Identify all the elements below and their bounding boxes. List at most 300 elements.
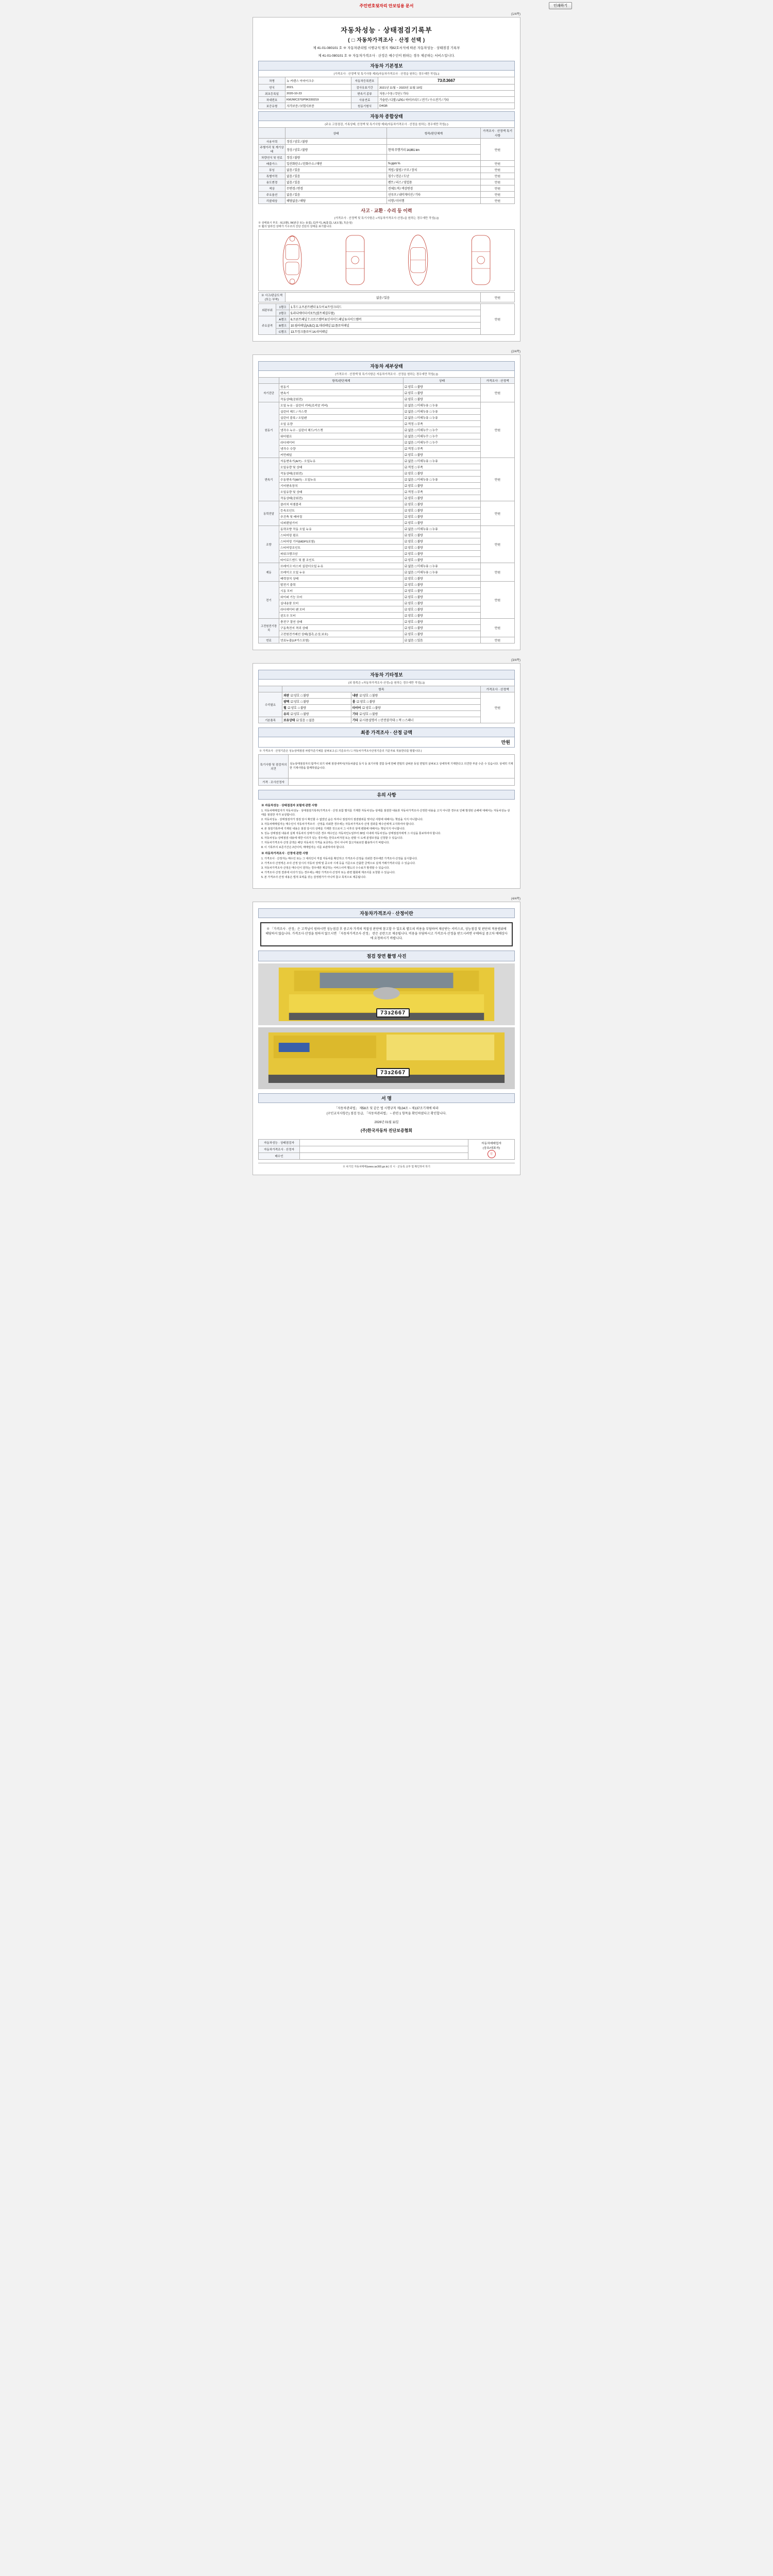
detail-item-state[interactable] bbox=[404, 495, 481, 501]
checkbox-option[interactable]: □ 누유 bbox=[429, 411, 438, 414]
price-note-cell[interactable]: 만원 bbox=[481, 198, 515, 204]
section-detail-note: (가격조사 · 산정액 및 특기사항은 자동차가격조사 · 산정을 원하는 경우에만 작성(□)) bbox=[258, 371, 515, 377]
accident-footer-state[interactable]: 없음 / 있음 bbox=[285, 293, 481, 302]
etc-right-item[interactable]: 룸 ☑ 양호 □ 불량 bbox=[351, 699, 480, 705]
checkbox-option[interactable]: ☑ 양호 bbox=[288, 707, 297, 710]
top-bar bbox=[0, 0, 773, 11]
price-note-cell[interactable]: 만원 bbox=[481, 179, 515, 185]
detail-item-name: 오일유량 및 상태 bbox=[279, 464, 404, 470]
checkbox-option[interactable]: ☑ 양호 bbox=[405, 608, 414, 612]
price-note-cell[interactable]: 만원 bbox=[481, 161, 515, 167]
detail-item-state[interactable] bbox=[404, 526, 481, 532]
detail-group-label: 전기 bbox=[259, 582, 279, 619]
detail-item-state[interactable] bbox=[404, 427, 481, 433]
checkbox-option[interactable]: □ 불량 bbox=[414, 621, 423, 624]
detail-item-state[interactable] bbox=[404, 489, 481, 495]
accident-footer-table bbox=[258, 292, 515, 302]
table-row bbox=[259, 402, 515, 409]
checkbox-option[interactable]: □ 불량 bbox=[414, 596, 423, 599]
row-name: 리콜대상 bbox=[259, 198, 285, 204]
checkbox-option[interactable]: □ 불량 bbox=[414, 608, 423, 612]
rank-items[interactable]: 6.프론트패널 7.크로스멤버 8.인사이드패널 9.사이드멤버 bbox=[290, 316, 481, 323]
detail-item-state[interactable] bbox=[404, 625, 481, 631]
detail-item-name: 작동상태(공회전) bbox=[279, 495, 404, 501]
detail-item-state[interactable] bbox=[404, 446, 481, 452]
table-row bbox=[259, 551, 515, 557]
table-row bbox=[259, 717, 515, 723]
checkbox-option[interactable]: □ 미세누수 bbox=[414, 429, 429, 432]
checkbox-option[interactable]: ☑ 없음 bbox=[405, 528, 414, 531]
checkbox-option[interactable]: □ 미세누유 bbox=[414, 404, 429, 408]
rank-items[interactable]: 10.필러패널(A,B,C) 11.대쉬패널 12.플로어패널 bbox=[290, 323, 481, 329]
checkbox-option[interactable]: □ 불량 bbox=[414, 547, 423, 550]
detail-item-name: 추진축 및 베어링 bbox=[279, 514, 404, 520]
detail-item-state[interactable] bbox=[404, 514, 481, 520]
detail-item-state[interactable] bbox=[404, 637, 481, 643]
row-detail[interactable]: 선루프 / 내비게이션 / 기타 bbox=[386, 192, 480, 198]
checkbox-option[interactable]: □ 불량 bbox=[414, 497, 423, 500]
rank-items[interactable]: 13.트렁크플로어 14.리어패널 bbox=[290, 329, 481, 335]
checkbox-option[interactable]: ☑ 없음 bbox=[405, 639, 414, 642]
accident-price-note[interactable]: 만원 bbox=[481, 293, 515, 302]
etc-price-note[interactable]: 만원 bbox=[481, 692, 515, 723]
col-group bbox=[259, 686, 282, 692]
detail-item-state[interactable] bbox=[404, 470, 481, 477]
checkbox-option[interactable]: □ 미세누유 bbox=[414, 565, 429, 568]
checkbox-option[interactable]: □ 미세누유 bbox=[414, 528, 429, 531]
detail-price-note[interactable]: 만원 bbox=[481, 526, 515, 563]
checkbox-option[interactable]: □ 불량 bbox=[300, 694, 309, 698]
table-row bbox=[259, 384, 515, 390]
page-label-1: (1/4쪽) bbox=[511, 13, 520, 16]
detail-item-state[interactable] bbox=[404, 477, 481, 483]
detail-item-state[interactable] bbox=[404, 396, 481, 402]
etc-right-item[interactable]: 타이어 ☑ 양호 □ 불량 bbox=[351, 705, 480, 711]
detail-item-name: 냉각수 수량 bbox=[279, 446, 404, 452]
checkbox-option[interactable]: □ 부족 bbox=[414, 423, 423, 426]
row-state[interactable]: 무변경 / 변경 bbox=[285, 185, 387, 192]
checkbox-option[interactable]: □ 불량 bbox=[414, 522, 423, 525]
checkbox-option[interactable]: □ 불량 bbox=[414, 615, 423, 618]
detail-price-note[interactable]: 만원 bbox=[481, 384, 515, 402]
checkbox-option[interactable]: ☑ 없음 bbox=[405, 460, 414, 463]
car-diagram-area[interactable] bbox=[258, 229, 515, 291]
checkbox-option[interactable]: □ 잭 bbox=[396, 719, 401, 722]
detail-item-state[interactable] bbox=[404, 600, 481, 606]
sheet-page-1 bbox=[253, 17, 520, 342]
row-detail[interactable]: 전체도색 / 색상변경 bbox=[386, 185, 480, 192]
checkbox-option[interactable]: ☑ 양호 bbox=[405, 522, 414, 525]
photo-rear bbox=[258, 1027, 515, 1089]
engine-type-value: D4GB bbox=[378, 103, 515, 109]
checkbox-option[interactable]: ☑ 양호 bbox=[405, 590, 414, 593]
detail-item-state[interactable] bbox=[404, 384, 481, 390]
detail-item-state[interactable] bbox=[404, 582, 481, 588]
table-row bbox=[259, 606, 515, 613]
detail-price-note[interactable]: 만원 bbox=[481, 501, 515, 526]
checkbox-option[interactable]: ☑ 양호 bbox=[405, 454, 414, 457]
remark-value[interactable]: 성능상태점검자의 합격이 되기 위해 점검내역서(자동차출입 등지 등 표기사항 결함 등에 한해 면밀히 살펴본 동일 면밀히 살펴보고 상세하게 기재한다고 의견한 부분 수준 수 있습니다. 상세히 기재한 기재사항을 함께하였습니다. bbox=[289, 755, 515, 778]
assessor-value[interactable] bbox=[289, 778, 515, 786]
checkbox-option[interactable]: ☑ 양호 bbox=[405, 578, 414, 581]
checkbox-option[interactable]: □ 불량 bbox=[366, 701, 375, 704]
detail-price-note[interactable]: 만원 bbox=[481, 563, 515, 582]
notice-item: 5. 성능·상태점검 내용과 실제 자동차의 상태가 다른 경우 매수인은 자동차인도일부터 30일 이내에 자동차성능·상태점검자에게 그 사실을 통보하여야 합니다. bbox=[261, 832, 441, 835]
detail-item-name: 스티어링 펌프 bbox=[279, 532, 404, 538]
price-note-cell[interactable]: 만원 bbox=[481, 173, 515, 179]
etc-right-item[interactable]: 기타 ☑ 양호 □ 불량 bbox=[351, 711, 480, 717]
detail-item-state[interactable] bbox=[404, 458, 481, 464]
detail-item-name: 디퍼렌셜기어 bbox=[279, 520, 404, 526]
row-state[interactable]: 없음 / 있음 bbox=[285, 179, 387, 185]
checkbox-option[interactable]: ☑ 없음 bbox=[405, 404, 414, 408]
etc-left-item[interactable]: 휠 ☑ 양호 □ 불량 bbox=[282, 705, 351, 711]
notice-item: 1. 자동차매매업자가 자동차성능 · 상태점검기록부(가격조사 · 산정 포함 별지를 기재한 자동차성능·상태를 점검한 내용과 자동차가격조사·산정한 내용을 고지 아니한 경우로 인해 발생된 손해에 대해서는 자동차성능·상태를 점검한 자가 보상합니다. bbox=[261, 809, 510, 817]
checkbox-option[interactable]: ☑ 양호 bbox=[405, 615, 414, 618]
checkbox-option[interactable]: ☑ 양호 bbox=[405, 472, 414, 476]
sig-row-value[interactable] bbox=[300, 1153, 468, 1160]
checkbox-option[interactable]: □ 누유 bbox=[429, 479, 438, 482]
table-row bbox=[259, 532, 515, 538]
detail-item-name: 구동축전지 격리 상태 bbox=[279, 625, 404, 631]
parts-group-label: 외판부위 bbox=[259, 304, 276, 316]
row-detail[interactable]: 적법 / 불법 / 구조 / 장치 bbox=[386, 167, 480, 173]
checkbox-option[interactable]: □ 없음 bbox=[306, 719, 315, 722]
checkbox-option[interactable]: ☑ 양호 bbox=[405, 540, 414, 544]
rank-items[interactable]: 5.라디에이터서포트(볼트체결부품) bbox=[290, 310, 481, 316]
table-row bbox=[259, 625, 515, 631]
checkbox-option[interactable]: ☑ 양호 bbox=[405, 386, 414, 389]
detail-item-state[interactable] bbox=[404, 538, 481, 545]
checkbox-option[interactable]: □ 불량 bbox=[369, 694, 378, 698]
row-state[interactable]: 없음 / 있음 bbox=[285, 167, 387, 173]
checkbox-option[interactable]: ☑ 양호 bbox=[405, 633, 414, 636]
checkbox-option[interactable]: ☑ 양호 bbox=[405, 596, 414, 599]
row-state[interactable]: 정상 / 양호 / 불량 bbox=[285, 139, 387, 145]
detail-item-name: 배력장치 상태 bbox=[279, 575, 404, 582]
row-state[interactable]: 없음 / 있음 bbox=[285, 173, 387, 179]
checkbox-option[interactable]: □ 불량 bbox=[414, 602, 423, 605]
row-state[interactable]: 정상 / 양호 / 불량 bbox=[285, 145, 387, 155]
table-row bbox=[259, 452, 515, 458]
checkbox-option[interactable]: ☑ 양호 bbox=[359, 694, 368, 698]
checkbox-option[interactable]: □ 불량 bbox=[300, 701, 309, 704]
detail-item-state[interactable] bbox=[404, 545, 481, 551]
row-state[interactable]: 정상 / 불량 bbox=[285, 155, 387, 161]
detail-item-state[interactable] bbox=[404, 415, 481, 421]
price-note-cell[interactable]: 만원 bbox=[481, 139, 515, 161]
detail-item-state[interactable] bbox=[404, 421, 481, 427]
checkbox-option[interactable]: ☑ 없음 bbox=[405, 429, 414, 432]
checkbox-option[interactable]: □ 불량 bbox=[414, 472, 423, 476]
checkbox-option[interactable]: ☑ 양호 bbox=[405, 398, 414, 401]
print-button[interactable]: 인쇄하기 bbox=[549, 2, 572, 9]
document-subtitle: ( □ 자동차가격조사 · 산정 선택 ) bbox=[348, 38, 425, 43]
overall-state-table bbox=[258, 127, 515, 204]
checkbox-option[interactable]: □ 불량 bbox=[414, 559, 423, 562]
checkbox-option[interactable]: □ 누유 bbox=[429, 571, 438, 574]
checkbox-option[interactable]: ☑ 없음 bbox=[405, 435, 414, 438]
checkbox-option[interactable]: □ 미세누유 bbox=[414, 479, 429, 482]
table-row bbox=[259, 699, 515, 705]
col-price-note: 가격조사 · 산정액 특기사항 bbox=[481, 128, 515, 139]
row-state[interactable]: 해당없음 / 해당 bbox=[285, 198, 387, 204]
checkbox-option[interactable]: □ 누유 bbox=[429, 528, 438, 531]
checkbox-option[interactable]: ☑ 양호 bbox=[362, 707, 372, 710]
detail-item-state[interactable] bbox=[404, 464, 481, 470]
plate-number-rear: 73з2667 bbox=[376, 1068, 410, 1077]
checkbox-option[interactable]: ☑ 양호 bbox=[405, 559, 414, 562]
etc-right-item[interactable]: 내판 ☑ 양호 □ 불량 bbox=[351, 692, 480, 699]
checkbox-option[interactable]: ☑ 없음 bbox=[405, 411, 414, 414]
checkbox-option[interactable]: □ 불량 bbox=[300, 713, 309, 716]
notice-title: 유의 사항 bbox=[258, 790, 515, 800]
checkbox-option[interactable]: □ 누수 bbox=[429, 435, 438, 438]
checkbox-option[interactable]: □ 불량 bbox=[298, 707, 306, 710]
caution-body: ※ 「가격조사 · 산정」은 고객님이 원하시면 성능점검 후 중고차 가격의 적절성 판단에 참고할 수 있도록 별도의 비용을 부담하여 제공받는 서비스로, 성능점검 및 판단의 적용범위에 해당하지 않습니다. 가격조사·산정을 원하지 않으시면 「자동차가격조사·산정」 란은 공란으로 제공됩니다. 비용을 부담하시고 가격조사·산정을 받으시려면 구매하실 중고차 매매상사에 요청하시기 바랍니다. bbox=[260, 922, 513, 946]
checkbox-option[interactable]: ☑ 사용설명서 bbox=[359, 719, 377, 722]
checkbox-option[interactable]: ☑ 있음 bbox=[296, 719, 306, 722]
section-accident-note: (가격조사 · 산정액 및 특기사항은 «자동차가격조사·산정»을 원하는 경우에만 작성(□)) bbox=[334, 217, 439, 220]
detail-item-state[interactable] bbox=[404, 507, 481, 514]
detail-item-state[interactable] bbox=[404, 390, 481, 396]
detail-item-state[interactable] bbox=[404, 483, 481, 489]
etc-left-item[interactable]: 외판 ☑ 양호 □ 불량 bbox=[282, 692, 351, 699]
checkbox-option[interactable]: ☑ 없음 bbox=[405, 565, 414, 568]
detail-item-state[interactable] bbox=[404, 433, 481, 439]
checkbox-option[interactable]: ☑ 양호 bbox=[405, 510, 414, 513]
checkbox-option[interactable]: ☑ 적정 bbox=[405, 491, 414, 494]
checkbox-option[interactable]: □ 불량 bbox=[414, 398, 423, 401]
checkbox-option[interactable]: □ 불량 bbox=[414, 633, 423, 636]
detail-item-name: 냉각수 누수 - 실린더 헤드/가스켓 bbox=[279, 427, 404, 433]
final-price-line: ※ 가격조사 · 산정기준은 성능상태점검 차량가준기체를 살펴보고 (□ 기준조사 / □ 자동차가격조사산정기준의 기준자료 적용한다를 말합니다.) bbox=[259, 750, 422, 753]
checkbox-option[interactable]: □ 누유 bbox=[429, 460, 438, 463]
detail-item-state[interactable] bbox=[404, 452, 481, 458]
row-name: 사용이력 bbox=[259, 139, 285, 145]
checkbox-option[interactable]: ☑ 양호 bbox=[405, 516, 414, 519]
checkbox-option[interactable]: □ 불량 bbox=[414, 454, 423, 457]
checkbox-option[interactable]: □ 미세누수 bbox=[414, 442, 429, 445]
checkbox-option[interactable]: □ 불량 bbox=[414, 510, 423, 513]
checkbox-option[interactable]: ☑ 양호 bbox=[405, 503, 414, 506]
checkbox-option[interactable]: □ 불량 bbox=[414, 553, 423, 556]
detail-item-state[interactable] bbox=[404, 551, 481, 557]
etc-left-item[interactable]: 광택 ☑ 양호 □ 불량 bbox=[282, 699, 351, 705]
detail-item-state[interactable] bbox=[404, 402, 481, 409]
checkbox-option[interactable]: □ 불량 bbox=[414, 627, 423, 630]
checkbox-option[interactable]: ☑ 양호 bbox=[357, 701, 366, 704]
detail-item-state[interactable] bbox=[404, 439, 481, 446]
checkbox-option[interactable]: ☑ 양호 bbox=[290, 694, 300, 698]
sheet-page-3 bbox=[253, 663, 520, 889]
checkbox-option[interactable]: □ 불량 bbox=[414, 578, 423, 581]
checkbox-option[interactable]: □ 부족 bbox=[414, 491, 423, 494]
detail-price-note[interactable]: 만원 bbox=[481, 402, 515, 458]
company-head: 자동차매매업자 bbox=[481, 1142, 502, 1146]
checkbox-option[interactable]: ☑ 적정 bbox=[405, 466, 414, 469]
row-detail bbox=[386, 155, 480, 161]
checkbox-option[interactable]: □ 있음 bbox=[414, 639, 423, 642]
detail-item-state[interactable] bbox=[404, 563, 481, 569]
parts-price-note[interactable]: 만원 bbox=[481, 304, 515, 335]
checkbox-option[interactable]: ☑ 없음 bbox=[405, 479, 414, 482]
detail-item-state[interactable] bbox=[404, 532, 481, 538]
checkbox-option[interactable]: □ 미세누유 bbox=[414, 411, 429, 414]
checkbox-option[interactable]: ☑ 양호 bbox=[405, 497, 414, 500]
checkbox-option[interactable]: ☑ 없음 bbox=[405, 571, 414, 574]
checkbox-option[interactable]: ☑ 양호 bbox=[405, 392, 414, 395]
checkbox-option[interactable]: □ 불량 bbox=[414, 503, 423, 506]
row-name: 색상 bbox=[259, 185, 285, 192]
detail-item-name: 고전원전기배선 상태(접촉,손상,보호) bbox=[279, 631, 404, 637]
col-detail: 항목/판단체계 bbox=[386, 128, 480, 139]
fuel-options[interactable]: 가솔린 / 디젤 / LPG / 하이브리드 / 전기 / 수소전기 / 기타 bbox=[378, 97, 515, 103]
table-row bbox=[259, 446, 515, 452]
price-note-cell[interactable]: 만원 bbox=[481, 192, 515, 198]
car-diagram-front bbox=[263, 233, 321, 287]
detail-price-note[interactable]: 만원 bbox=[481, 582, 515, 619]
checkbox-option[interactable]: ☑ 양호 bbox=[359, 713, 368, 716]
checkbox-option[interactable]: ☑ 양호 bbox=[405, 553, 414, 556]
sig-row-label: 자동차성능 · 상태점검자 bbox=[259, 1140, 300, 1146]
rank-items[interactable]: 1.후드 2.프론트펜더 3.도어 4.트렁크리드 bbox=[290, 304, 481, 310]
checkbox-option[interactable]: ☑ 양호 bbox=[405, 627, 414, 630]
guarantee-options[interactable]: 자가보증 / 보험사보증 bbox=[285, 103, 351, 109]
detail-item-state[interactable] bbox=[404, 619, 481, 625]
notice-item: 3. 자동차가격조사·산정은 매수인이 원하는 경우에만 제공하는 서비스이며 별도의 수수료가 발생할 수 있습니다. bbox=[261, 867, 390, 870]
checkbox-option[interactable]: □ 불량 bbox=[414, 584, 423, 587]
row-detail[interactable]: 렌트 / 리스 / 영업용 bbox=[386, 179, 480, 185]
checkbox-option[interactable]: ☑ 적정 bbox=[405, 448, 414, 451]
detail-item-state[interactable] bbox=[404, 594, 481, 600]
sheet-page-2 bbox=[253, 354, 520, 650]
detail-item-name: 시동 모터 bbox=[279, 588, 404, 594]
detail-group-label: 자기진단 bbox=[259, 384, 279, 402]
checkbox-option[interactable]: ☑ 양호 bbox=[405, 485, 414, 488]
row-state[interactable]: 없음 / 있음 bbox=[285, 192, 387, 198]
detail-item-state[interactable] bbox=[404, 501, 481, 507]
detail-group-label: 원동기 bbox=[259, 402, 279, 458]
detail-item-state[interactable] bbox=[404, 409, 481, 415]
table-row bbox=[259, 421, 515, 427]
row-state[interactable]: 일산화탄소 / 탄화수소 / 매연 bbox=[285, 161, 387, 167]
detail-item-state[interactable] bbox=[404, 557, 481, 563]
checkbox-option[interactable]: □ 불량 bbox=[369, 713, 378, 716]
checkbox-option[interactable]: □ 불량 bbox=[414, 386, 423, 389]
checkbox-option[interactable]: □ 미세누유 bbox=[414, 571, 429, 574]
checkbox-option[interactable]: ☑ 양호 bbox=[290, 701, 300, 704]
detail-item-state[interactable] bbox=[404, 575, 481, 582]
rank-label: 2랭크 bbox=[276, 310, 290, 316]
etc-left-item[interactable]: 보유상태 ☑ 있음 □ 없음 bbox=[282, 717, 351, 723]
checkbox-option[interactable]: ☑ 없음 bbox=[405, 417, 414, 420]
detail-item-state[interactable] bbox=[404, 569, 481, 575]
checkbox-option[interactable]: ☑ 적정 bbox=[405, 423, 414, 426]
checkbox-option[interactable]: □ 미세누수 bbox=[414, 435, 429, 438]
table-row bbox=[259, 501, 515, 507]
checkbox-option[interactable]: ☑ 양호 bbox=[405, 547, 414, 550]
sig-row-value[interactable] bbox=[300, 1146, 468, 1153]
row-detail[interactable]: 이행 / 미이행 bbox=[386, 198, 480, 204]
checkbox-option[interactable]: □ 누유 bbox=[429, 565, 438, 568]
detail-item-state[interactable] bbox=[404, 631, 481, 637]
checkbox-option[interactable]: ☑ 양호 bbox=[290, 713, 300, 716]
checkbox-option[interactable]: □ 안전삼각대 bbox=[378, 719, 395, 722]
checkbox-option[interactable]: □ 누유 bbox=[429, 404, 438, 408]
sheet-page-4 bbox=[253, 902, 520, 1175]
table-row bbox=[259, 569, 515, 575]
checkbox-option[interactable]: ☑ 양호 bbox=[405, 621, 414, 624]
detail-price-note[interactable]: 만원 bbox=[481, 458, 515, 501]
checkbox-option[interactable]: ☑ 양호 bbox=[405, 534, 414, 537]
section-etc-title: 자동차 기타정보 bbox=[258, 670, 515, 680]
row-detail[interactable]: 침수 / 전손 / 도난 bbox=[386, 173, 480, 179]
document-line-2: 제 41-01-080101 호 ※ 자동차가격조사 · 산정은 매수인이 원하는 경우 제공하는 서비스입니다. bbox=[318, 54, 455, 58]
etc-left-item[interactable]: 유리 ☑ 양호 □ 불량 bbox=[282, 711, 351, 717]
etc-right-item[interactable]: 기타 ☑ 사용설명서 □ 안전삼각대 □ 잭 □ 스패너 bbox=[351, 717, 480, 723]
price-note-cell[interactable]: 만원 bbox=[481, 167, 515, 173]
checkbox-option[interactable]: □ 미세누유 bbox=[414, 460, 429, 463]
detail-price-note[interactable]: 만원 bbox=[481, 619, 515, 637]
section-etc-note: (외 항목은 «자동차가격조사·산정»을 원하는 경우에만 작성(□)) bbox=[258, 680, 515, 686]
detail-price-note[interactable]: 만원 bbox=[481, 637, 515, 643]
checkbox-option[interactable]: □ 불량 bbox=[414, 516, 423, 519]
checkbox-option[interactable]: ☑ 양호 bbox=[405, 602, 414, 605]
detail-item-state[interactable] bbox=[404, 613, 481, 619]
transmission-options[interactable]: 자동 / 수동 / 무단 / 기타 bbox=[378, 91, 515, 97]
detail-item-name: 등속조인트 bbox=[279, 507, 404, 514]
rank-label: 1랭크 bbox=[276, 304, 290, 310]
table-row bbox=[259, 637, 515, 643]
checkbox-option[interactable]: □ 불량 bbox=[372, 707, 381, 710]
sig-row-label: 자동차가격조사 · 산정자 bbox=[259, 1146, 300, 1153]
detail-item-name: 와이퍼 기능 모터 bbox=[279, 594, 404, 600]
checkbox-option[interactable]: □ 불량 bbox=[414, 485, 423, 488]
price-note-cell[interactable]: 만원 bbox=[481, 185, 515, 192]
checkbox-option[interactable]: □ 불량 bbox=[414, 534, 423, 537]
detail-item-name: 타이로드엔드 및 볼 조인트 bbox=[279, 557, 404, 563]
checkbox-option[interactable]: □ 누수 bbox=[429, 442, 438, 445]
sig-row-label: 매수인 bbox=[259, 1153, 300, 1160]
detail-item-name: 라디에이터 팬 모터 bbox=[279, 606, 404, 613]
detail-item-state[interactable] bbox=[404, 606, 481, 613]
checkbox-option[interactable]: □ 미세누유 bbox=[414, 417, 429, 420]
detail-item-name: 커먼레일 bbox=[279, 452, 404, 458]
detail-state-table bbox=[258, 377, 515, 643]
detail-item-state[interactable] bbox=[404, 520, 481, 526]
checkbox-option[interactable]: □ 스패너 bbox=[402, 719, 414, 722]
checkbox-option[interactable]: □ 불량 bbox=[414, 590, 423, 593]
checkbox-option[interactable]: □ 부족 bbox=[414, 466, 423, 469]
checkbox-option[interactable]: ☑ 없음 bbox=[405, 442, 414, 445]
detail-item-name: 라디에이터 bbox=[279, 439, 404, 446]
checkbox-option[interactable]: □ 누유 bbox=[429, 417, 438, 420]
sig-row-value[interactable] bbox=[300, 1140, 468, 1146]
footer-note: ※ 차기인 자동차매매(www.car365.go.kr) 의 시 · 군등록 교부 및 확인하여 하기 bbox=[258, 1163, 515, 1168]
car-diagram-top bbox=[389, 233, 447, 287]
table-row bbox=[259, 711, 515, 717]
checkbox-option[interactable]: □ 불량 bbox=[414, 540, 423, 544]
checkbox-option[interactable]: □ 불량 bbox=[414, 392, 423, 395]
detail-item-name: 실린더 헤드 / 가스켓 bbox=[279, 409, 404, 415]
col-state: 상태 bbox=[404, 378, 481, 384]
checkbox-option[interactable]: ☑ 양호 bbox=[405, 584, 414, 587]
checkbox-option[interactable]: □ 누수 bbox=[429, 429, 438, 432]
checkbox-option[interactable]: □ 부족 bbox=[414, 448, 423, 451]
detail-item-state[interactable] bbox=[404, 588, 481, 594]
car-diagram-left bbox=[326, 233, 384, 287]
